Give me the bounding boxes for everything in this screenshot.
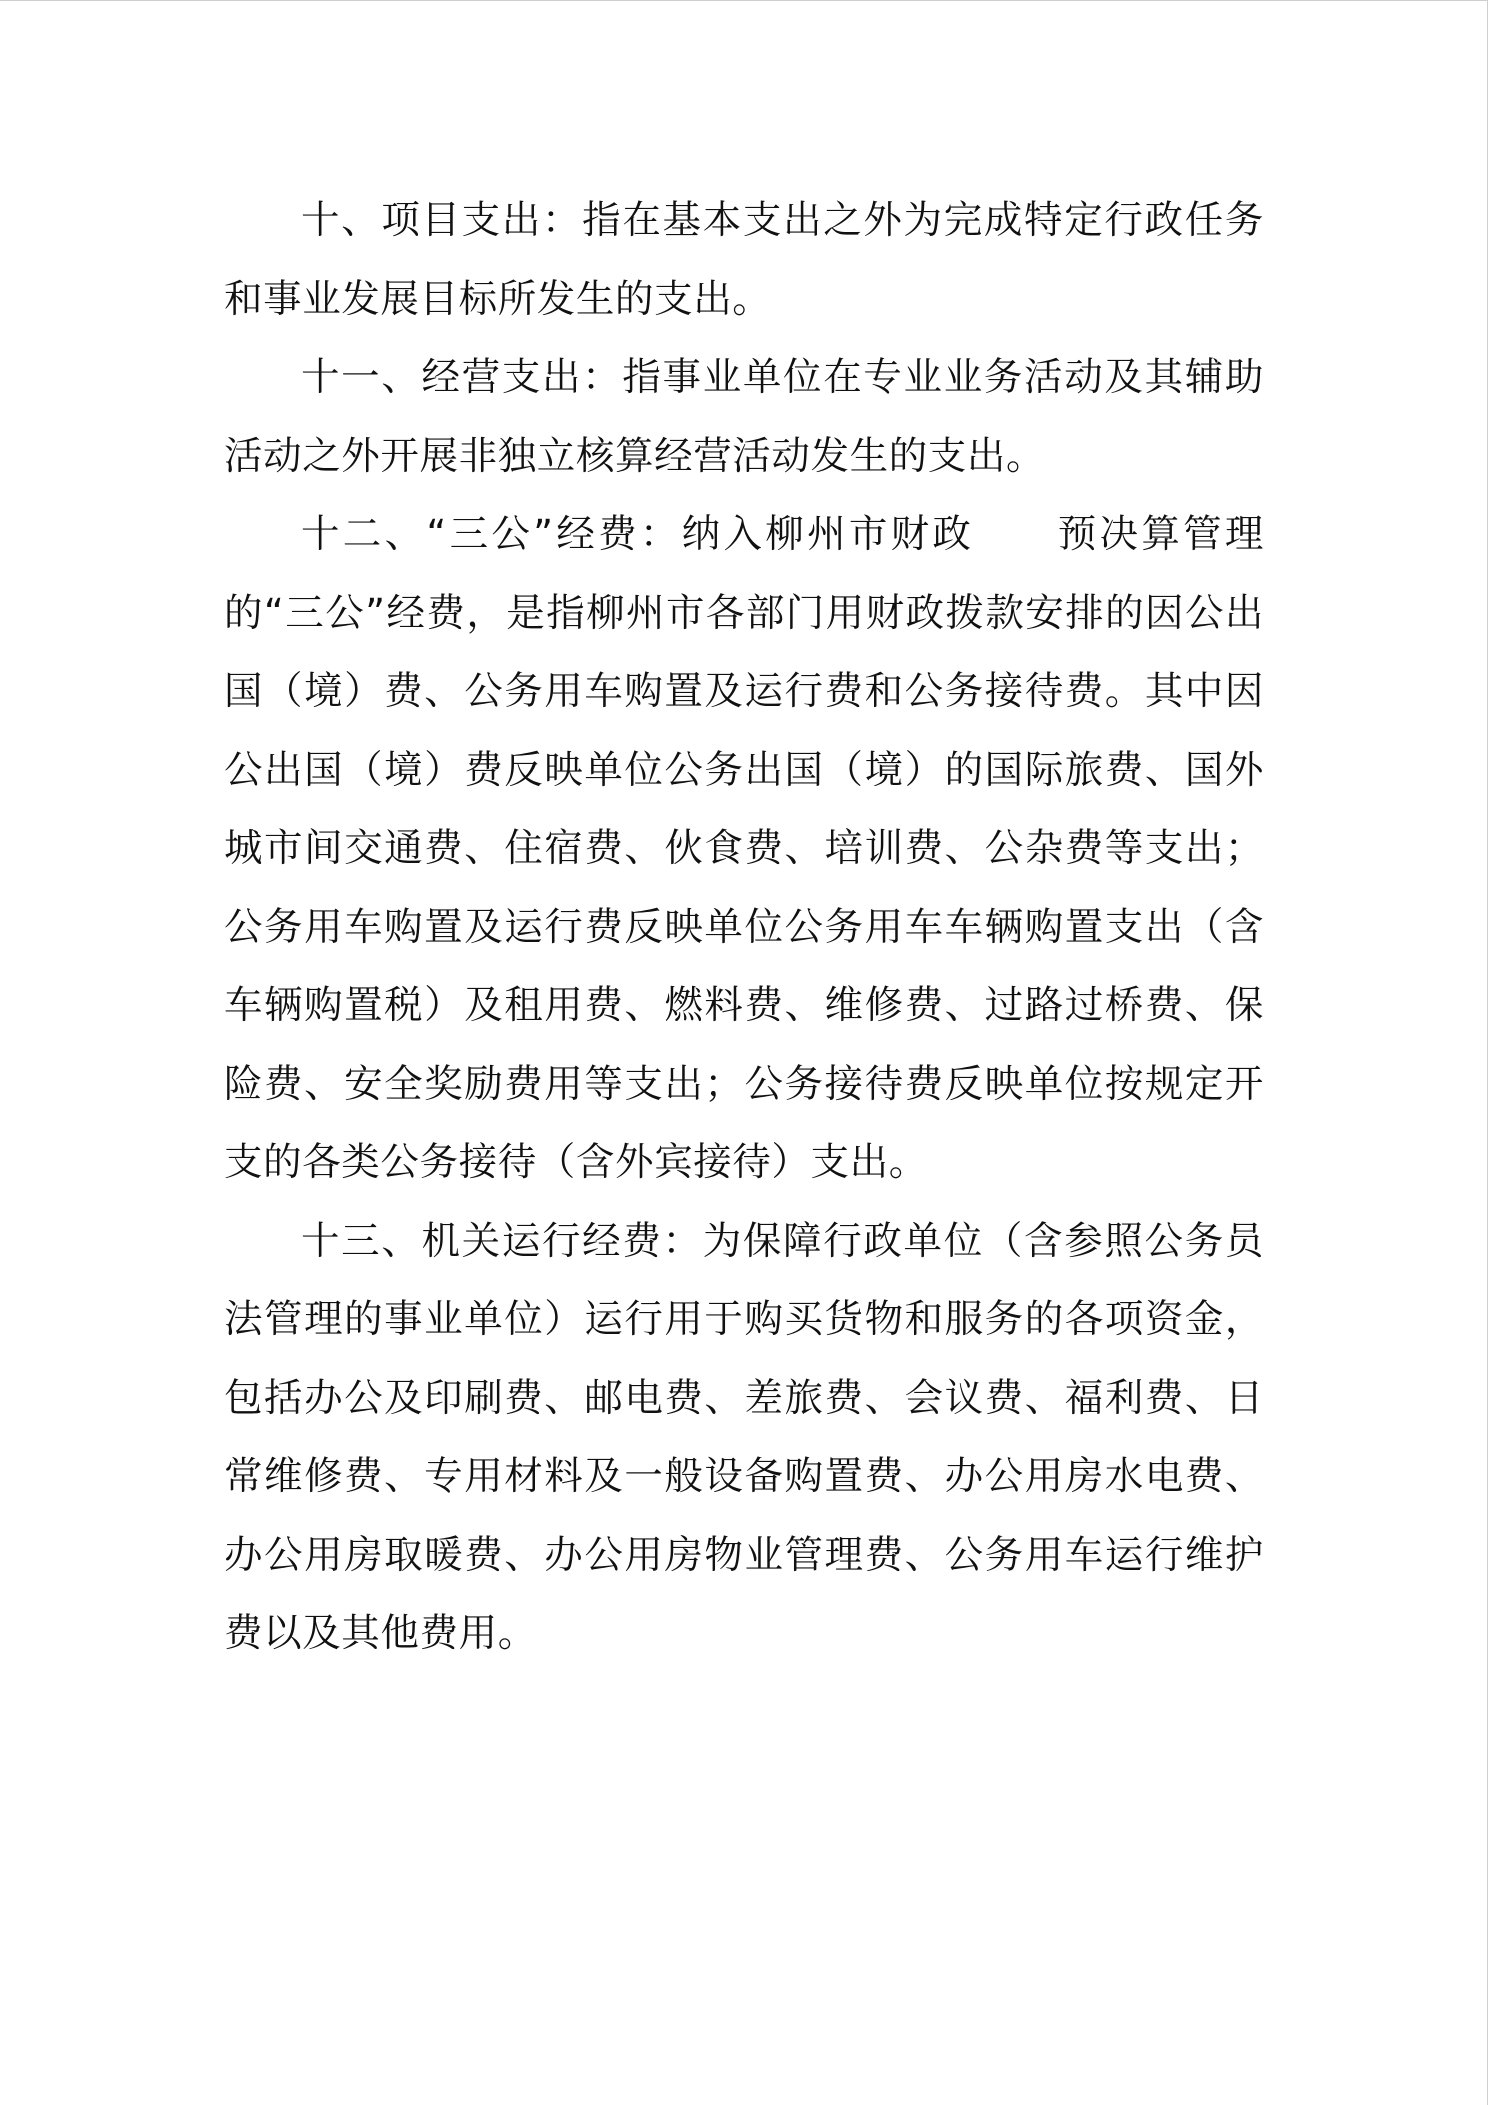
paragraph-three-public-expenses: 十二、“三公”经费：纳入柳州市财政 预决算管理的“三公”经费，是指柳州市各部门用财政拨款安排的因公出国（境）费、公务用车购置及运行费和公务接待费。其中因公出国（境）费反映单位公务出国（境）的国际旅费、国外城市间交通费、住宿费、伙食费、培训费、公杂费等支出；公务用车购置及运行费反映单位公务用车车辆购置支出（含车辆购置税）及租用费、燃料费、维修费、过路过桥费、保险费、安全奖励费用等支出；公务接待费反映单位按规定开支的各类公务接待（含外宾接待）支出。 [224,512,1264,1185]
paragraph-agency-operating-funds: 十三、机关运行经费：为保障行政单位（含参照公务员法管理的事业单位）运行用于购买货物和服务的各项资金，包括办公及印刷费、邮电费、差旅费、会议费、福利费、日常维修费、专用材料及一般设备购置费、办公用房水电费、办公用房取暖费、办公用房物业管理费、公务用车运行维护费以及其他费用。 [224,1218,1264,1656]
document-body [224,182,1264,1674]
paragraph-operating-expenditure: 十一、经营支出：指事业单位在专业业务活动及其辅助活动之外开展非独立核算经营活动发生的支出。 [224,355,1264,479]
paragraph-project-expenditure: 十、项目支出：指在基本支出之外为完成特定行政任务和事业发展目标所发生的支出。 [224,198,1264,322]
